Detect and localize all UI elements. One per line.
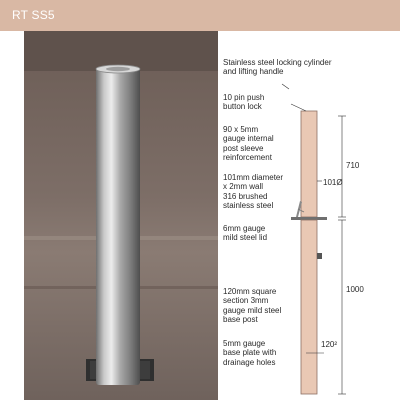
- upper-post: [301, 111, 317, 217]
- label-base-post: 120mm square section 3mm gauge mild steel base post: [223, 287, 282, 325]
- label-sleeve: 90 x 5mm gauge internal post sleeve reinforcement: [223, 125, 274, 163]
- leader-cylinder: [282, 84, 289, 89]
- base-post: [301, 220, 317, 394]
- leader-button-lock: [291, 104, 306, 111]
- label-base-plate: 5mm gauge base plate with drainage holes: [223, 339, 277, 367]
- dim-upper-height: 710: [346, 161, 360, 170]
- page-title: RT SS5: [12, 8, 55, 22]
- technical-diagram: [218, 31, 400, 400]
- header-bar: [0, 0, 400, 31]
- label-button-lock: 10 pin push button lock: [223, 93, 265, 112]
- bollard-photo-svg: [24, 31, 218, 400]
- dim-diameter: 101Ø: [323, 178, 343, 187]
- bollard-photo: [24, 31, 218, 400]
- label-locking-cylinder: Stainless steel locking cylinder and lifting handle: [223, 58, 332, 77]
- dim-base-width: 120²: [321, 340, 338, 349]
- mild-steel-lid: [291, 217, 327, 220]
- label-wall: 101mm diameter x 2mm wall 316 brushed stainless steel: [223, 173, 284, 211]
- label-lid: 6mm gauge mild steel lid: [223, 224, 268, 243]
- stainless-post: [96, 67, 140, 385]
- dim-lower-height: 1000: [346, 285, 364, 294]
